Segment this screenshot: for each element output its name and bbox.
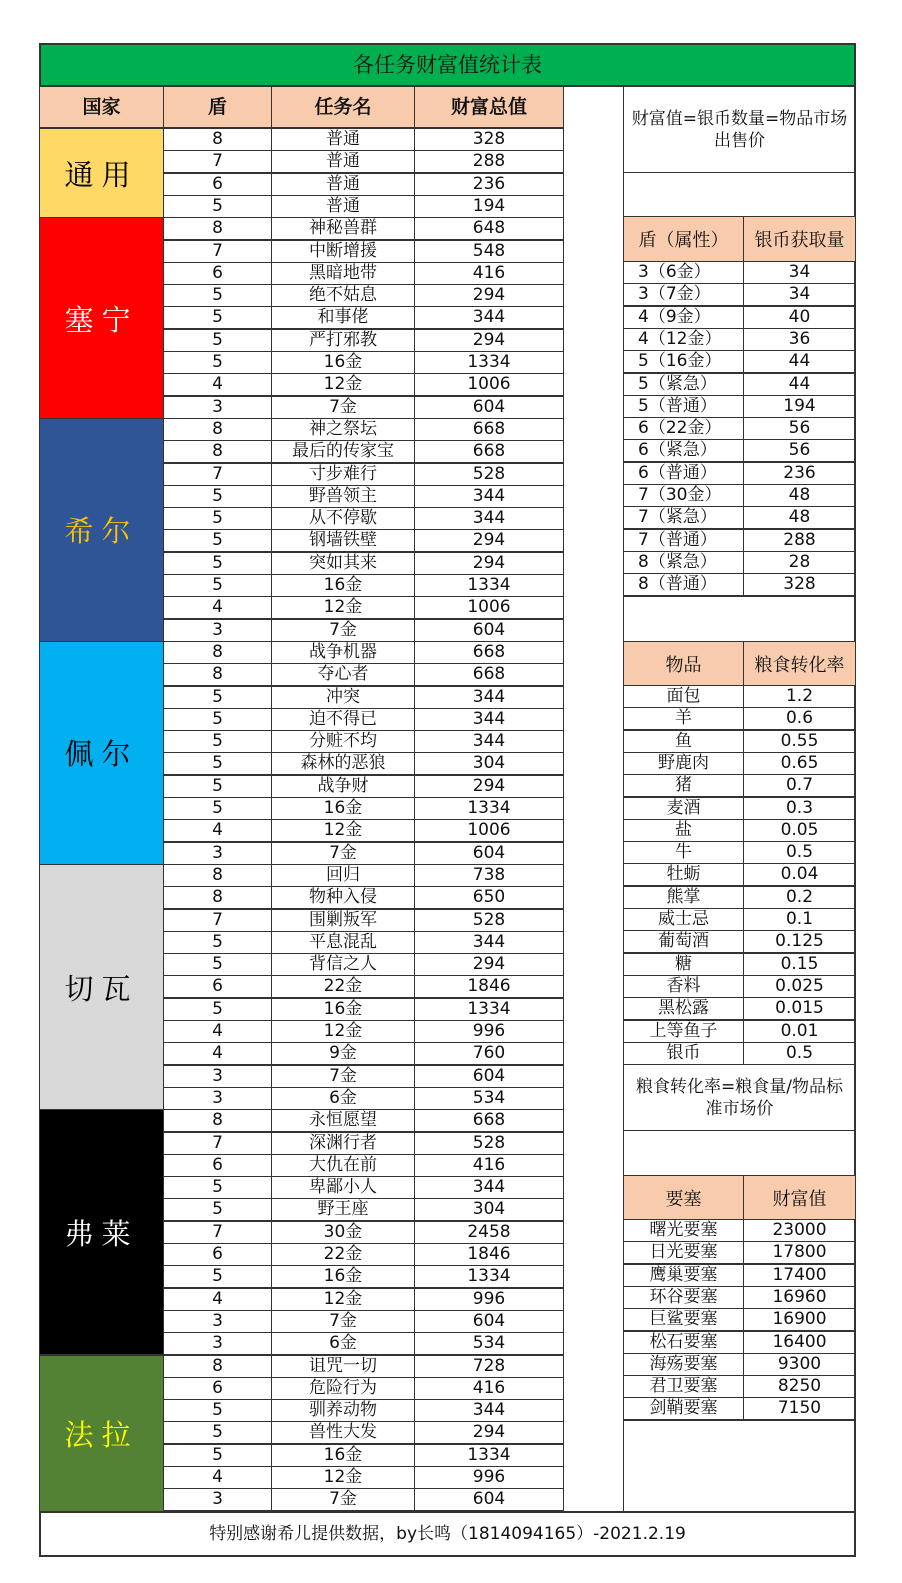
fortress-row-label: 曙光要塞 [623,1219,744,1242]
footer-credit: 特别感谢希儿提供数据，by长鸣（1814094165）-2021.2.19 [39,1511,856,1557]
silver-row-value: 28 [743,551,856,574]
wealth-cell: 1006 [414,373,564,396]
fortress-header-2: 财富值 [743,1175,856,1220]
fortress-row-value: 9300 [743,1353,856,1376]
task-name-cell: 深渊行者 [271,1132,415,1155]
task-name-cell: 22金 [271,975,415,998]
silver-row-label: 4（9金） [623,306,744,329]
blank-area [623,1420,856,1512]
task-name-cell: 大仇在前 [271,1154,415,1177]
fortress-row-label: 日光要塞 [623,1241,744,1264]
shield-cell: 8 [163,217,272,240]
food-row-value: 0.5 [743,841,856,864]
shield-cell: 4 [163,819,272,842]
shield-cell: 5 [163,686,272,709]
silver-row-value: 36 [743,328,856,351]
task-name-cell: 7金 [271,1488,415,1511]
wealth-cell: 738 [414,864,564,887]
header-shield: 盾 [163,86,272,128]
task-name-cell: 6金 [271,1332,415,1355]
food-row-value: 0.6 [743,707,856,730]
food-row-value: 0.05 [743,819,856,842]
wealth-cell: 344 [414,730,564,753]
shield-cell: 5 [163,708,272,731]
wealth-cell: 668 [414,440,564,463]
shield-cell: 6 [163,262,272,285]
food-row-label: 黑松露 [623,997,744,1020]
task-name-cell: 背信之人 [271,953,415,976]
wealth-cell: 1006 [414,819,564,842]
shield-cell: 4 [163,1020,272,1043]
wealth-cell: 1334 [414,574,564,597]
food-row-value: 0.015 [743,997,856,1020]
wealth-cell: 996 [414,1020,564,1043]
shield-cell: 7 [163,463,272,486]
food-row-label: 葡萄酒 [623,930,744,953]
wealth-cell: 294 [414,953,564,976]
silver-row-value: 194 [743,395,856,418]
task-name-cell: 神之祭坛 [271,418,415,441]
food-row-label: 野鹿肉 [623,752,744,775]
wealth-cell: 344 [414,485,564,508]
wealth-cell: 344 [414,1176,564,1199]
silver-row-value: 56 [743,439,856,462]
food-row-label: 盐 [623,819,744,842]
wealth-cell: 416 [414,1377,564,1400]
shield-cell: 6 [163,975,272,998]
food-row-label: 面包 [623,685,744,708]
wealth-cell: 416 [414,1154,564,1177]
task-name-cell: 突如其来 [271,552,415,575]
task-name-cell: 兽性大发 [271,1421,415,1444]
silver-row-label: 6（普通） [623,462,744,485]
shield-cell: 4 [163,1466,272,1489]
shield-cell: 5 [163,329,272,352]
nation-cell: 法拉 [39,1355,164,1512]
wealth-cell: 304 [414,1198,564,1221]
shield-cell: 7 [163,909,272,932]
wealth-cell: 294 [414,329,564,352]
wealth-cell: 534 [414,1332,564,1355]
blank-box [623,1130,856,1176]
task-name-cell: 分赃不均 [271,730,415,753]
shield-cell: 5 [163,797,272,820]
food-row-value: 0.01 [743,1020,856,1043]
food-row-label: 熊掌 [623,886,744,909]
shield-cell: 5 [163,730,272,753]
silver-row-value: 48 [743,506,856,529]
shield-cell: 8 [163,1109,272,1132]
shield-cell: 5 [163,195,272,218]
food-row-value: 1.2 [743,685,856,708]
shield-cell: 3 [163,1310,272,1333]
shield-cell: 3 [163,619,272,642]
task-name-cell: 16金 [271,1265,415,1288]
fortress-row-value: 8250 [743,1375,856,1398]
food-row-label: 鱼 [623,730,744,753]
task-name-cell: 12金 [271,373,415,396]
silver-row-label: 7（普通） [623,529,744,552]
shield-cell: 4 [163,373,272,396]
task-name-cell: 神秘兽群 [271,217,415,240]
task-name-cell: 普通 [271,173,415,196]
shield-cell: 3 [163,1065,272,1088]
shield-cell: 5 [163,574,272,597]
wealth-cell: 604 [414,842,564,865]
food-row-label: 威士忌 [623,908,744,931]
silver-header-1: 盾（属性） [623,216,744,262]
task-name-cell: 中断增援 [271,240,415,263]
task-name-cell: 最后的传家宝 [271,440,415,463]
nation-cell: 佩尔 [39,641,164,865]
shield-cell: 5 [163,485,272,508]
wealth-cell: 294 [414,1421,564,1444]
fortress-row-label: 剑鞘要塞 [623,1397,744,1420]
food-row-label: 上等鱼子 [623,1020,744,1043]
food-row-label: 麦酒 [623,797,744,820]
shield-cell: 5 [163,998,272,1021]
wealth-cell: 236 [414,173,564,196]
wealth-cell: 294 [414,552,564,575]
wealth-cell: 668 [414,1109,564,1132]
task-name-cell: 绝不姑息 [271,284,415,307]
wealth-cell: 604 [414,396,564,419]
silver-header-2: 银币获取量 [743,216,856,262]
silver-row-label: 4（12金） [623,328,744,351]
shield-cell: 5 [163,306,272,329]
task-name-cell: 普通 [271,128,415,151]
task-name-cell: 夺心者 [271,663,415,686]
shield-cell: 5 [163,1176,272,1199]
task-name-cell: 16金 [271,574,415,597]
wealth-cell: 288 [414,150,564,173]
header-nation: 国家 [39,86,164,128]
nation-cell: 切瓦 [39,864,164,1110]
silver-row-value: 44 [743,373,856,396]
shield-cell: 5 [163,1399,272,1422]
silver-row-label: 3（6金） [623,261,744,284]
task-name-cell: 寸步难行 [271,463,415,486]
task-name-cell: 诅咒一切 [271,1355,415,1378]
wealth-cell: 304 [414,752,564,775]
shield-cell: 6 [163,1377,272,1400]
fortress-row-label: 松石要塞 [623,1331,744,1354]
wealth-cell: 1334 [414,998,564,1021]
wealth-cell: 344 [414,306,564,329]
food-row-label: 银币 [623,1042,744,1065]
food-row-value: 0.15 [743,953,856,976]
task-name-cell: 16金 [271,1444,415,1467]
food-row-value: 0.7 [743,774,856,797]
wealth-cell: 528 [414,463,564,486]
shield-cell: 5 [163,953,272,976]
task-name-cell: 卑鄙小人 [271,1176,415,1199]
shield-cell: 3 [163,1087,272,1110]
task-name-cell: 16金 [271,797,415,820]
page-title: 各任务财富值统计表 [39,43,856,87]
shield-cell: 4 [163,1042,272,1065]
nation-cell: 希尔 [39,418,164,642]
fortress-row-value: 16900 [743,1308,856,1331]
task-name-cell: 回归 [271,864,415,887]
task-name-cell: 12金 [271,1466,415,1489]
silver-row-value: 236 [743,462,856,485]
wealth-cell: 416 [414,262,564,285]
task-name-cell: 野王座 [271,1198,415,1221]
silver-row-value: 34 [743,283,856,306]
task-name-cell: 7金 [271,396,415,419]
silver-row-label: 8（普通） [623,573,744,596]
silver-row-label: 6（22金） [623,417,744,440]
task-name-cell: 6金 [271,1087,415,1110]
wealth-cell: 328 [414,128,564,151]
food-row-value: 0.55 [743,730,856,753]
task-name-cell: 22金 [271,1243,415,1266]
wealth-cell: 528 [414,909,564,932]
wealth-cell: 1846 [414,975,564,998]
wealth-cell: 604 [414,1488,564,1511]
food-row-label: 牛 [623,841,744,864]
shield-cell: 7 [163,150,272,173]
wealth-cell: 604 [414,619,564,642]
shield-cell: 5 [163,1198,272,1221]
shield-cell: 3 [163,842,272,865]
food-row-value: 0.2 [743,886,856,909]
shield-cell: 3 [163,1488,272,1511]
blank-box [623,172,856,217]
task-name-cell: 围剿叛军 [271,909,415,932]
shield-cell: 8 [163,440,272,463]
shield-cell: 5 [163,1265,272,1288]
food-header-1: 物品 [623,641,744,686]
wealth-cell: 760 [414,1042,564,1065]
wealth-cell: 294 [414,775,564,798]
wealth-cell: 528 [414,1132,564,1155]
wealth-cell: 1006 [414,596,564,619]
fortress-row-value: 17800 [743,1241,856,1264]
task-name-cell: 7金 [271,619,415,642]
shield-cell: 6 [163,1243,272,1266]
silver-row-value: 328 [743,573,856,596]
task-name-cell: 7金 [271,842,415,865]
wealth-cell: 1334 [414,351,564,374]
wealth-cell: 534 [414,1087,564,1110]
wealth-cell: 344 [414,708,564,731]
wealth-cell: 294 [414,284,564,307]
food-row-value: 0.125 [743,930,856,953]
task-name-cell: 7金 [271,1065,415,1088]
shield-cell: 7 [163,1132,272,1155]
silver-row-label: 5（普通） [623,395,744,418]
food-row-value: 0.65 [743,752,856,775]
task-name-cell: 普通 [271,150,415,173]
task-name-cell: 战争机器 [271,641,415,664]
food-header-2: 粮食转化率 [743,641,856,686]
task-name-cell: 30金 [271,1221,415,1244]
silver-row-label: 7（30金） [623,484,744,507]
fortress-row-value: 17400 [743,1264,856,1287]
wealth-cell: 604 [414,1065,564,1088]
task-name-cell: 野兽领主 [271,485,415,508]
shield-cell: 4 [163,1288,272,1311]
fortress-row-value: 16960 [743,1286,856,1309]
silver-row-label: 6（紧急） [623,439,744,462]
wealth-cell: 344 [414,1399,564,1422]
shield-cell: 6 [163,1154,272,1177]
task-name-cell: 黑暗地带 [271,262,415,285]
shield-cell: 5 [163,775,272,798]
food-row-value: 0.1 [743,908,856,931]
food-row-value: 0.3 [743,797,856,820]
shield-cell: 5 [163,284,272,307]
shield-cell: 4 [163,596,272,619]
food-row-label: 糖 [623,953,744,976]
shield-cell: 5 [163,552,272,575]
shield-cell: 3 [163,1332,272,1355]
food-row-value: 0.025 [743,975,856,998]
task-name-cell: 7金 [271,1310,415,1333]
task-name-cell: 永恒愿望 [271,1109,415,1132]
wealth-cell: 668 [414,641,564,664]
food-row-label: 牡蛎 [623,863,744,886]
wealth-cell: 344 [414,931,564,954]
wealth-cell: 1334 [414,1444,564,1467]
task-name-cell: 物种入侵 [271,886,415,909]
task-name-cell: 12金 [271,1020,415,1043]
nation-cell: 通用 [39,128,164,218]
task-name-cell: 12金 [271,596,415,619]
silver-row-label: 8（紧急） [623,551,744,574]
wealth-cell: 344 [414,686,564,709]
task-name-cell: 冲突 [271,686,415,709]
food-row-label: 猪 [623,774,744,797]
shield-cell: 8 [163,886,272,909]
shield-cell: 5 [163,529,272,552]
task-name-cell: 驯养动物 [271,1399,415,1422]
silver-row-value: 34 [743,261,856,284]
silver-row-value: 48 [743,484,856,507]
header-wealth: 财富总值 [414,86,564,128]
fortress-row-label: 环谷要塞 [623,1286,744,1309]
task-name-cell: 普通 [271,195,415,218]
fortress-row-value: 16400 [743,1331,856,1354]
silver-row-label: 7（紧急） [623,506,744,529]
food-row-label: 羊 [623,707,744,730]
wealth-cell: 668 [414,663,564,686]
shield-cell: 5 [163,1421,272,1444]
fortress-row-label: 海殇要塞 [623,1353,744,1376]
wealth-cell: 648 [414,217,564,240]
wealth-cell: 996 [414,1288,564,1311]
food-row-value: 0.5 [743,1042,856,1065]
shield-cell: 8 [163,128,272,151]
silver-row-value: 40 [743,306,856,329]
wealth-cell: 668 [414,418,564,441]
wealth-cell: 604 [414,1310,564,1333]
spacer-column [563,86,624,1512]
wealth-cell: 344 [414,507,564,530]
silver-row-value: 288 [743,529,856,552]
wealth-cell: 2458 [414,1221,564,1244]
food-row-label: 香料 [623,975,744,998]
shield-cell: 8 [163,1355,272,1378]
shield-cell: 7 [163,240,272,263]
shield-cell: 5 [163,931,272,954]
wealth-cell: 1334 [414,797,564,820]
task-name-cell: 危险行为 [271,1377,415,1400]
task-name-cell: 钢墙铁壁 [271,529,415,552]
task-name-cell: 战争财 [271,775,415,798]
shield-cell: 7 [163,1221,272,1244]
task-name-cell: 从不停歇 [271,507,415,530]
fortress-row-label: 君卫要塞 [623,1375,744,1398]
wealth-cell: 294 [414,529,564,552]
task-name-cell: 平息混乱 [271,931,415,954]
wealth-cell: 194 [414,195,564,218]
shield-cell: 8 [163,663,272,686]
fortress-row-label: 巨鲨要塞 [623,1308,744,1331]
shield-cell: 6 [163,173,272,196]
task-name-cell: 森林的恶狼 [271,752,415,775]
task-name-cell: 和事佬 [271,306,415,329]
shield-cell: 5 [163,507,272,530]
task-name-cell: 12金 [271,1288,415,1311]
task-name-cell: 16金 [271,351,415,374]
wealth-cell: 1846 [414,1243,564,1266]
silver-row-label: 3（7金） [623,283,744,306]
wealth-cell: 996 [414,1466,564,1489]
task-name-cell: 迫不得已 [271,708,415,731]
task-name-cell: 12金 [271,819,415,842]
task-name-cell: 严打邪教 [271,329,415,352]
shield-cell: 8 [163,864,272,887]
shield-cell: 5 [163,1444,272,1467]
wealth-cell: 548 [414,240,564,263]
shield-cell: 8 [163,418,272,441]
wealth-cell: 728 [414,1355,564,1378]
formula-note: 财富值=银币数量=物品市场出售价 [623,86,856,173]
silver-row-value: 56 [743,417,856,440]
nation-cell: 塞宁 [39,217,164,419]
fortress-row-value: 7150 [743,1397,856,1420]
task-name-cell: 9金 [271,1042,415,1065]
blank-box [623,596,856,643]
shield-cell: 5 [163,351,272,374]
silver-row-label: 5（紧急） [623,373,744,396]
formula-note-2: 粮食转化率=粮食量/物品标准市场价 [623,1064,856,1131]
fortress-row-value: 23000 [743,1219,856,1242]
shield-cell: 3 [163,396,272,419]
silver-row-label: 5（16金） [623,350,744,373]
silver-row-value: 44 [743,350,856,373]
shield-cell: 8 [163,641,272,664]
task-name-cell: 16金 [271,998,415,1021]
shield-cell: 5 [163,752,272,775]
wealth-cell: 650 [414,886,564,909]
nation-cell: 弗莱 [39,1109,164,1355]
fortress-header-1: 要塞 [623,1175,744,1220]
wealth-cell: 1334 [414,1265,564,1288]
food-row-value: 0.04 [743,863,856,886]
fortress-row-label: 鹰巢要塞 [623,1264,744,1287]
header-task: 任务名 [271,86,415,128]
